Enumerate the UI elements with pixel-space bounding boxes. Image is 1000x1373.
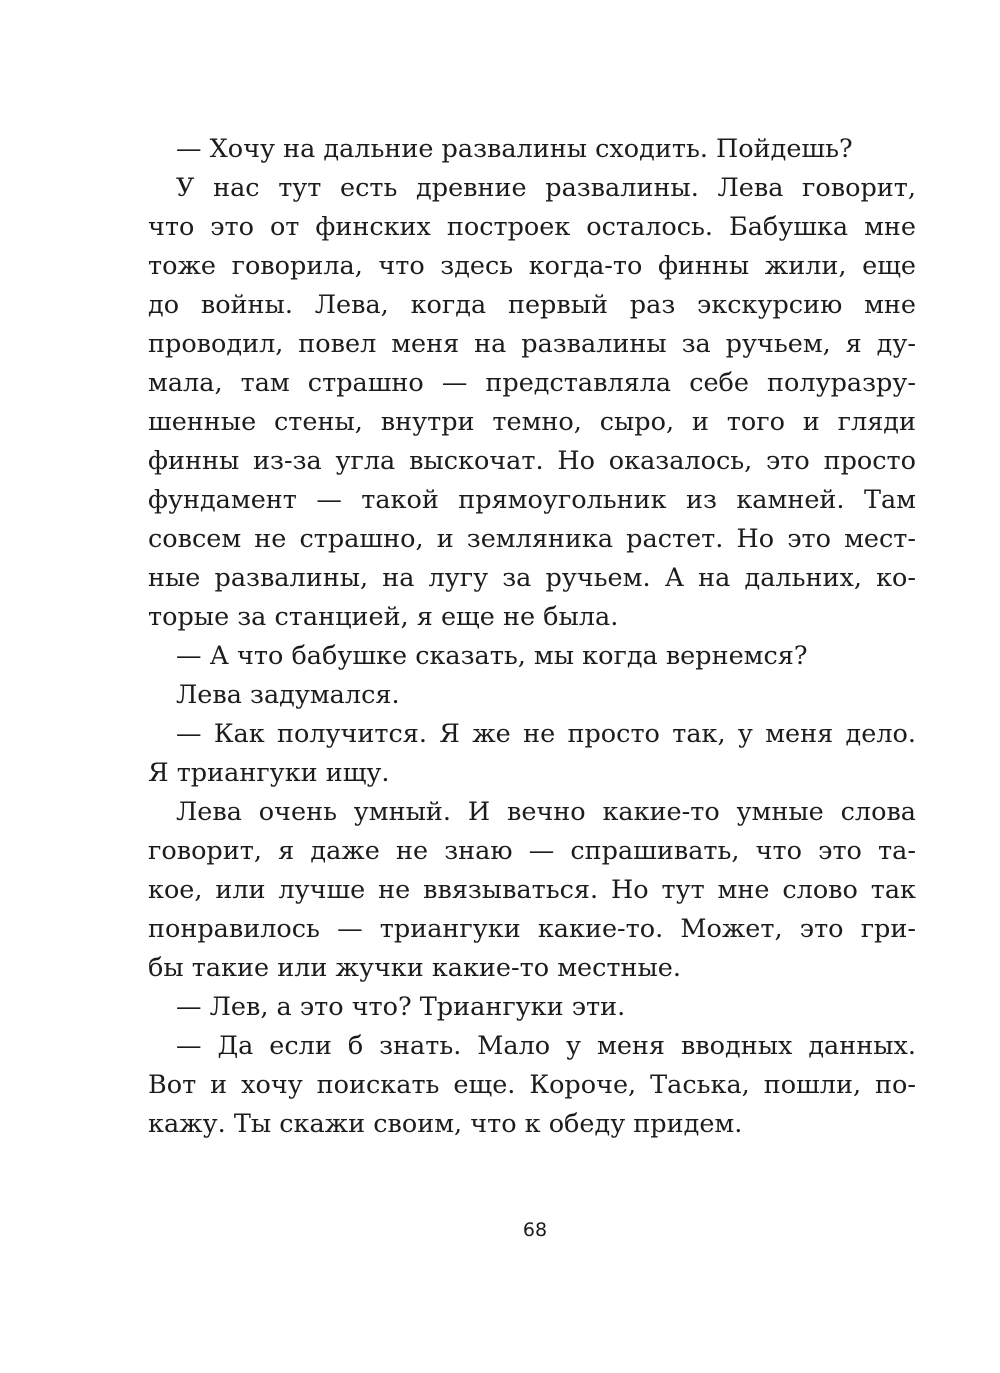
body-text (148, 130, 916, 1144)
text-line: Вот и хочу поискать еще. Короче, Таська, пошли, по- (148, 1070, 916, 1100)
text-line: Лева очень умный. И вечно какие-то умные слова (176, 797, 916, 827)
text-line: финны из-за угла выскочат. Но оказалось, это просто (148, 446, 916, 476)
text-line: Я триангуки ищу. (148, 758, 390, 788)
text-line: до войны. Лева, когда первый раз экскурсию мне (148, 290, 916, 320)
text-line: У нас тут есть древние развалины. Лева говорит, (176, 173, 916, 203)
text-line: шенные стены, внутри темно, сыро, и того и гляди (148, 407, 916, 437)
text-line: кое, или лучше не ввязываться. Но тут мне слово так (148, 875, 916, 905)
text-line: понравилось — триангуки какие-то. Может, это гри- (148, 914, 916, 944)
text-line: говорит, я даже не знаю — спрашивать, что это та- (148, 836, 916, 866)
text-line: проводил, повел меня на развалины за ручьем, я ду- (148, 329, 916, 359)
text-line: торые за станцией, я еще не была. (148, 602, 619, 632)
text-line: — Как получится. Я же не просто так, у меня дело. (176, 719, 916, 749)
text-line: тоже говорила, что здесь когда-то финны жили, еще (148, 251, 916, 281)
page-number: 68 (522, 1219, 548, 1241)
text-line: бы такие или жучки какие-то местные. (148, 953, 681, 983)
text-line: — Хочу на дальние развалины сходить. Пойдешь? (176, 134, 853, 164)
text-line: ные развалины, на лугу за ручьем. А на дальних, ко- (148, 563, 916, 593)
text-line: что это от финских построек осталось. Бабушка мне (148, 212, 916, 242)
text-line: мала, там страшно — представляла себе полуразру- (148, 368, 916, 398)
text-line: — А что бабушке сказать, мы когда вернемся? (176, 641, 808, 671)
text-line: фундамент — такой прямоугольник из камней. Там (148, 485, 916, 515)
text-line: — Лев, а это что? Триангуки эти. (176, 992, 626, 1022)
text-line: кажу. Ты скажи своим, что к обеду придем. (148, 1109, 743, 1139)
text-line: совсем не страшно, и земляника растет. Но это мест- (148, 524, 916, 554)
text-line: — Да если б знать. Мало у меня вводных данных. (176, 1031, 916, 1061)
text-line: Лева задумался. (176, 680, 400, 710)
